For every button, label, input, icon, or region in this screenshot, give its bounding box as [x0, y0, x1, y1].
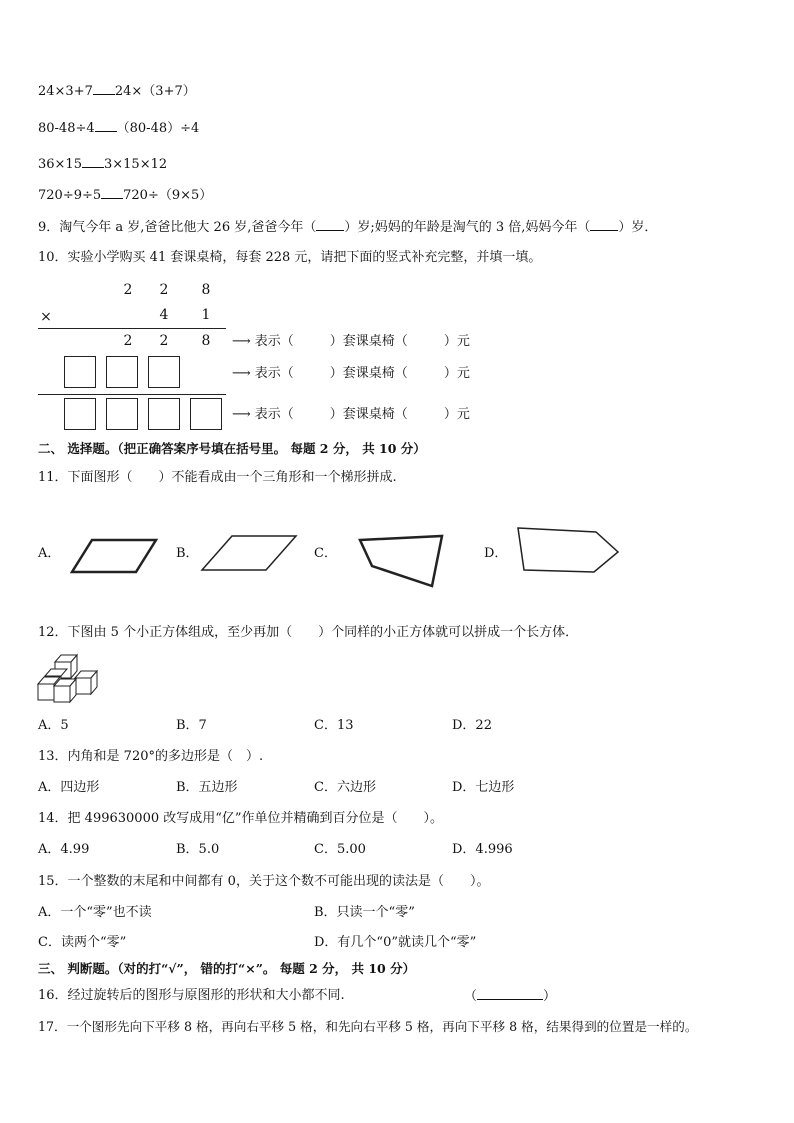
question-17: 17．一个图形先向下平移 8 格，再向右平移 5 格，和先向右平移 5 格，再向下平移 8 格，结果得到的位置是一样的。: [38, 1019, 698, 1034]
option-a[interactable]: A．四边形: [38, 780, 100, 795]
option-b[interactable]: B．5.0: [176, 842, 220, 857]
desc-text: ）套课桌椅（: [329, 407, 408, 422]
answer-blank[interactable]: [95, 119, 117, 132]
arrow-icon: ⟶: [232, 334, 251, 349]
result-line: [38, 394, 226, 395]
digit: 2: [159, 282, 169, 298]
times-sign: ×: [40, 309, 52, 325]
compare-row-4: [38, 186, 212, 205]
pentagon-d: [518, 528, 618, 572]
option-d[interactable]: D．4.996: [452, 842, 513, 857]
desc-text: ）套课桌椅（: [329, 366, 408, 381]
desc-text: ）元: [443, 407, 470, 422]
q9-text-c: ）岁．: [618, 220, 658, 235]
question-12: 12．下图由 5 个小正方体组成，至少再加（ ）个同样的小正方体就可以拼成一个长方体．: [38, 625, 579, 640]
answer-blank[interactable]: [316, 218, 344, 231]
option-d[interactable]: D．七边形: [452, 780, 515, 795]
option-d[interactable]: D．22: [452, 718, 492, 733]
question-9: [38, 218, 657, 237]
option-b[interactable]: B．: [176, 546, 199, 561]
digit: 8: [201, 333, 211, 349]
answer-paren[interactable]: [464, 987, 556, 1006]
question-13: 13．内角和是 720°的多边形是（ ）.: [38, 749, 264, 764]
option-a[interactable]: A．4.99: [38, 842, 90, 857]
paren-right: ）: [543, 989, 557, 1004]
answer-box[interactable]: [64, 356, 96, 388]
answer-box[interactable]: [148, 356, 180, 388]
compare-right: 720÷（9×5）: [123, 188, 213, 203]
compare-row-1: [38, 82, 196, 101]
option-c[interactable]: C．读两个“零”: [38, 935, 127, 950]
digit: 2: [159, 333, 169, 349]
compare-row-3: [38, 155, 167, 174]
answer-blank[interactable]: [477, 987, 543, 1000]
option-c[interactable]: C．: [314, 546, 337, 561]
quadrilateral-c: [360, 536, 442, 586]
option-c[interactable]: C．六边形: [314, 780, 376, 795]
answer-blank[interactable]: [590, 218, 618, 231]
desc-row-2: [232, 365, 470, 383]
answer-box[interactable]: [64, 398, 96, 430]
answer-blank[interactable]: [101, 186, 123, 199]
option-c[interactable]: C．5.00: [314, 842, 366, 857]
desc-row-1: [232, 333, 470, 351]
question-16: 16．经过旋转后的图形与原图形的形状和大小都不同.: [38, 988, 345, 1003]
option-a[interactable]: A．: [38, 546, 61, 561]
arrow-icon: ⟶: [232, 407, 251, 422]
answer-blank[interactable]: [93, 82, 115, 95]
q9-text-a: 9．淘气今年 a 岁,爸爸比他大 26 岁,爸爸今年（: [38, 220, 317, 235]
digit: 4: [159, 307, 169, 323]
section-heading-3: 三、 判断题。（对的打“√”， 错的打“×”。 每题 2 分， 共 10 分）: [38, 961, 416, 976]
compare-left: 24×3+7: [38, 84, 93, 99]
compare-left: 80-48÷4: [38, 121, 95, 136]
option-a[interactable]: A．一个“零”也不读: [38, 905, 152, 920]
paren-left: （: [464, 989, 478, 1004]
desc-text: 表示（: [254, 407, 294, 422]
compare-right: 3×15×12: [103, 157, 168, 172]
question-11: 11．下面图形（ ）不能看成由一个三角形和一个梯形拼成.: [38, 470, 397, 485]
compare-row-2: [38, 119, 199, 138]
arrow-icon: ⟶: [232, 366, 251, 381]
desc-text: ）元: [443, 334, 470, 349]
question-14: 14．把 499630000 改写成用“亿”作单位并精确到百分位是（ ）。: [38, 811, 444, 826]
compare-right: （80-48）÷4: [116, 121, 200, 136]
option-d[interactable]: D．: [484, 546, 508, 561]
desc-row-3: [232, 406, 470, 424]
question-15: 15．一个整数的末尾和中间都有 0，关于这个数不可能出现的读法是（ ）。: [38, 874, 490, 889]
option-b[interactable]: B．只读一个“零”: [314, 905, 415, 920]
option-c[interactable]: C．13: [314, 718, 354, 733]
answer-box[interactable]: [190, 398, 222, 430]
sum-line: [38, 328, 226, 329]
answer-box[interactable]: [106, 398, 138, 430]
digit: 2: [123, 282, 133, 298]
desc-text: 表示（: [254, 334, 294, 349]
desc-text: ）套课桌椅（: [329, 334, 408, 349]
answer-box[interactable]: [148, 398, 180, 430]
desc-text: 表示（: [254, 366, 294, 381]
digit: 2: [123, 333, 133, 349]
parallelogram-a: [72, 540, 156, 572]
answer-box[interactable]: [106, 356, 138, 388]
compare-left: 36×15: [38, 157, 82, 172]
option-a[interactable]: A．5: [38, 718, 69, 733]
compare-left: 720÷9÷5: [38, 188, 102, 203]
parallelogram-b: [202, 536, 296, 570]
answer-blank[interactable]: [82, 155, 104, 168]
section-heading-2: 二、 选择题。（把正确答案序号填在括号里。 每题 2 分， 共 10 分）: [38, 441, 426, 456]
option-d[interactable]: D．有几个“0”就读几个“零”: [314, 935, 477, 950]
option-b[interactable]: B．7: [176, 718, 207, 733]
q9-text-b: ）岁;妈妈的年龄是淘气的 3 倍,妈妈今年（: [344, 220, 591, 235]
digit: 1: [201, 307, 211, 323]
option-b[interactable]: B．五边形: [176, 780, 238, 795]
compare-right: 24×（3+7）: [114, 84, 196, 99]
desc-text: ）元: [443, 366, 470, 381]
digit: 8: [201, 282, 211, 298]
question-10: 10．实验小学购买 41 套课桌椅，每套 228 元，请把下面的竖式补充完整，并填一填。: [38, 250, 542, 265]
